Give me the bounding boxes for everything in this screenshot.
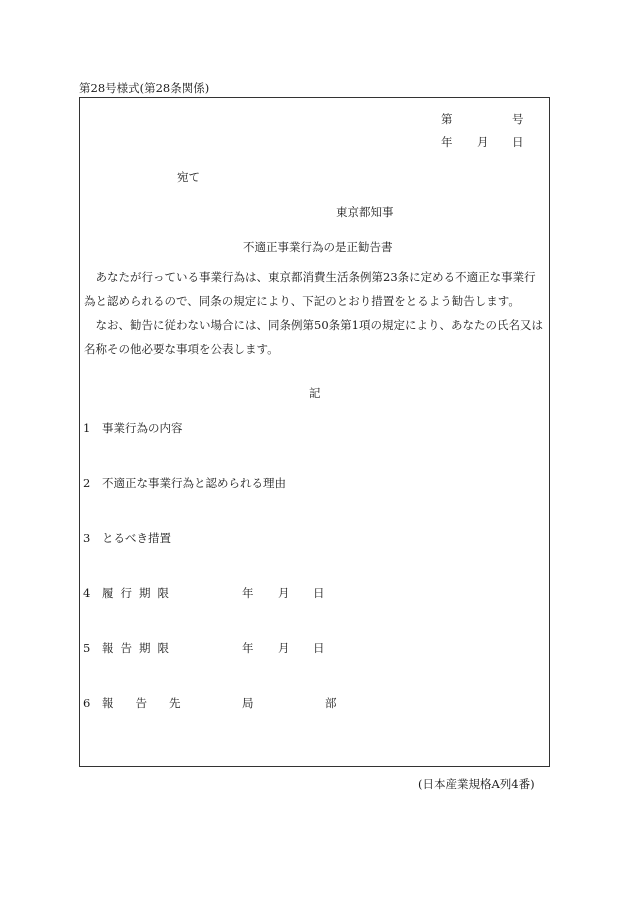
item-label: 不適正な事業行為と認められる理由 bbox=[102, 476, 286, 490]
item-label: 報告期限 bbox=[102, 641, 176, 655]
deadline-day: 日 bbox=[313, 586, 325, 600]
item-label: 事業行為の内容 bbox=[102, 421, 183, 435]
ki-heading: 記 bbox=[309, 386, 321, 400]
item-label: とるべき措置 bbox=[102, 531, 171, 545]
addressee: 宛て bbox=[177, 170, 200, 184]
form-number: 第28号様式(第28条関係) bbox=[79, 81, 210, 95]
item-number: 5 bbox=[83, 641, 91, 655]
date-month: 月 bbox=[477, 135, 489, 149]
body-paragraph-2: なお、勧告に従わない場合には、同条例第50条第1項の規定により、あなたの氏名又は名称その他必要な事項を公表します。 bbox=[84, 318, 543, 356]
deadline-year: 年 bbox=[242, 586, 254, 600]
item-number: 1 bbox=[83, 421, 91, 435]
date-day: 日 bbox=[512, 135, 524, 149]
document-number-suffix: 号 bbox=[512, 112, 524, 126]
item-number: 6 bbox=[83, 696, 91, 710]
report-day: 日 bbox=[313, 641, 325, 655]
deadline-month: 月 bbox=[278, 586, 290, 600]
item-label: 履行期限 bbox=[102, 586, 176, 600]
document-title: 不適正事業行為の是正勧告書 bbox=[243, 240, 393, 254]
body-paragraph-1: あなたが行っている事業行為は、東京都消費生活条例第23条に定める不適正な事業行為と認められるので、同条の規定により、下記のとおり措置をとるよう勧告します。 bbox=[84, 270, 536, 308]
paper-size-note: (日本産業規格A列4番) bbox=[418, 777, 535, 791]
department-label: 部 bbox=[325, 696, 337, 710]
date-year: 年 bbox=[441, 135, 453, 149]
report-month: 月 bbox=[278, 641, 290, 655]
item-number: 2 bbox=[83, 476, 91, 490]
item-number: 3 bbox=[83, 531, 91, 545]
report-year: 年 bbox=[242, 641, 254, 655]
bureau-label: 局 bbox=[242, 696, 254, 710]
issuer: 東京都知事 bbox=[336, 205, 394, 219]
document-number-prefix: 第 bbox=[441, 112, 453, 126]
item-number: 4 bbox=[83, 586, 91, 600]
item-label: 報告先 bbox=[102, 696, 203, 710]
